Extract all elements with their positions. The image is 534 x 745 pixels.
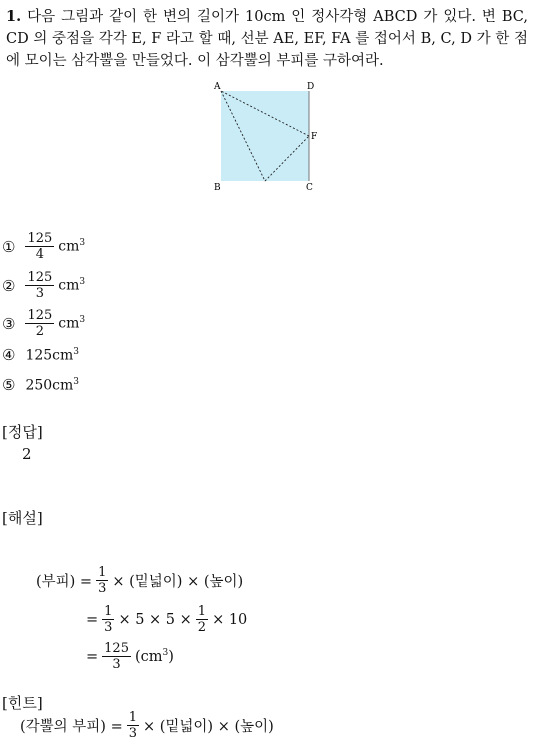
option-2-fraction xyxy=(25,271,54,300)
option-2-denominator: 3 xyxy=(35,286,44,301)
option-4[interactable] xyxy=(2,346,79,364)
hint-fraction: $\frac{1}{3}$ xyxy=(128,710,137,741)
solution-line-1-lhs: (부피) = xyxy=(36,574,93,590)
question-number: 1. xyxy=(6,8,22,25)
option-1-marker: ① xyxy=(2,237,16,256)
option-4-value: $125cm^3$ xyxy=(25,346,80,364)
hint-formula: (각뿔의 부피) = $\frac{1}{3}$ × (밑넓이) × (높이) xyxy=(20,710,274,741)
option-2-unit: $cm^3$ xyxy=(58,277,86,294)
option-5[interactable] xyxy=(2,376,79,394)
question-body: 다음 그림과 같이 한 변의 길이가 10cm 인 정사각형 ABCD 가 있다. 변 BC, CD 의 중점을 각각 E, F 라고 할 때, 선분 AE, EF, FA 를 접어서 B, C, D 가 한 점에 모이는 삼각뿔을 만들었다. 이 삼각뿔의 부피를 구하여라. xyxy=(6,9,528,69)
option-3[interactable] xyxy=(2,309,85,338)
solution-line-2-fraction-1: $\frac{1}{3}$ xyxy=(104,604,113,635)
label-f: F xyxy=(311,132,318,142)
option-5-value: $250cm^3$ xyxy=(25,376,80,394)
label-b: B xyxy=(214,183,221,193)
square-figure xyxy=(212,80,324,194)
option-2-marker: ② xyxy=(2,276,16,295)
answer-value: 2 xyxy=(22,445,32,463)
solution-line-3-fraction: $\frac{125}{3}$ xyxy=(104,641,129,672)
label-a: A xyxy=(214,82,221,92)
option-2-numerator: 125 xyxy=(27,270,53,285)
solution-line-3: = $\frac{125}{3}$ $(cm^3)$ xyxy=(86,641,174,672)
solution-line-2-fraction-2: $\frac{1}{2}$ xyxy=(197,604,207,635)
question-text xyxy=(6,6,528,72)
solution-heading: [해설] xyxy=(2,509,43,527)
option-3-marker: ③ xyxy=(2,314,16,333)
solution-line-2: = $\frac{1}{3}$ × 5 × 5 × $\frac{1}{2}$ × 10 xyxy=(86,604,248,635)
option-3-unit: $cm^3$ xyxy=(58,315,86,332)
option-5-marker: ⑤ xyxy=(2,376,16,394)
square-abcd xyxy=(221,91,309,181)
solution-line-1-rest: × (밑넓이) × (높이) xyxy=(112,574,244,590)
label-c: C xyxy=(306,183,313,193)
option-1-unit: $cm^3$ xyxy=(58,238,86,255)
hint-heading: [힌트] xyxy=(2,694,43,712)
option-4-marker: ④ xyxy=(2,346,16,364)
solution-line-1-fraction: $\frac{1}{3}$ xyxy=(98,565,107,596)
option-1-fraction xyxy=(25,232,54,261)
label-d: D xyxy=(307,82,315,92)
option-1[interactable] xyxy=(2,232,85,261)
option-1-denominator: 4 xyxy=(35,247,44,262)
option-2[interactable] xyxy=(2,271,85,300)
option-1-numerator: 125 xyxy=(27,231,53,246)
option-3-fraction xyxy=(25,309,54,338)
option-3-denominator: 2 xyxy=(35,324,44,339)
option-3-numerator: 125 xyxy=(27,308,53,323)
answer-heading: [정답] xyxy=(2,423,43,441)
solution-line-1 xyxy=(36,566,243,595)
